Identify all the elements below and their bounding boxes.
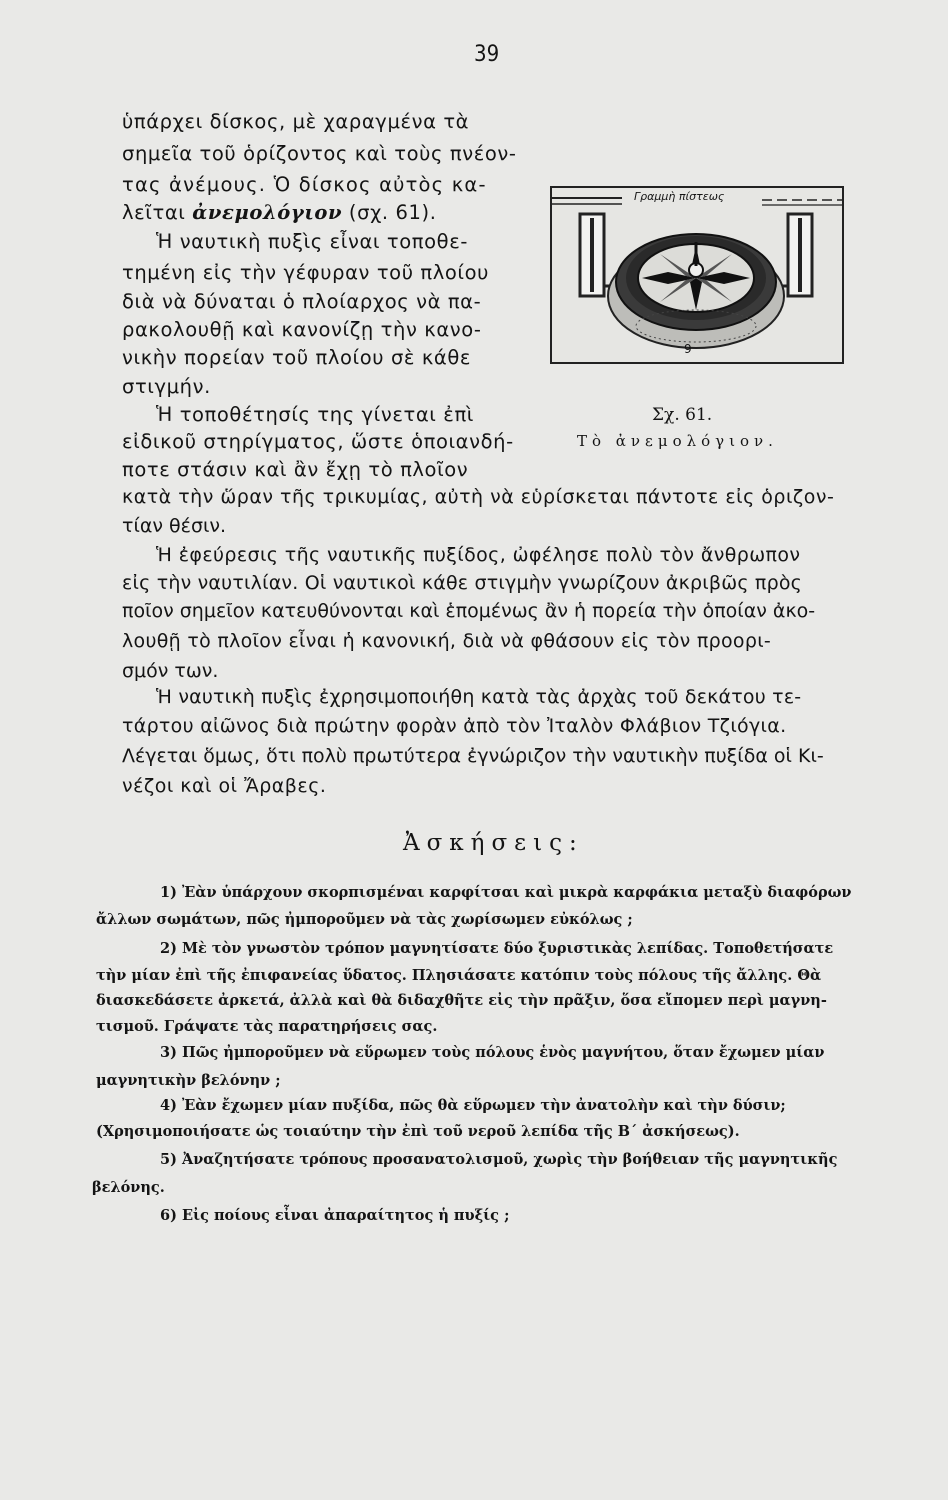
text-line: στιγμήν. [122,375,211,398]
compass-illustration [550,186,844,366]
text-line-with-term [122,203,437,223]
text-fragment: λεῖται [122,201,186,224]
exercise-line: (Χρησιμοποιήσατε ὡς τοιαύτην τὴν ἐπὶ τοῦ νεροῦ λεπίδα τῆς Β΄ ἀσκήσεως). [96,1123,740,1140]
text-line: λουθῇ τὸ πλοῖον εἶναι ἡ κανονική, διὰ νὰ φθάσουν εἰς τὸν προορι- [122,630,772,652]
exercise-line: τισμοῦ. Γράψατε τὰς παρατηρήσεις σας. [96,1018,438,1035]
text-line: τίαν θέσιν. [122,515,227,537]
text-line: σμόν των. [122,660,219,682]
text-line: Ἡ τοποθέτησίς της γίνεται ἐπὶ [156,403,474,426]
exercise-line: διασκεδάσετε ἀρκετά, ἀλλὰ καὶ θὰ διδαχθῆτε εἰς τὴν πρᾶξιν, ὅσα εἴπομεν περὶ μαγνη- [96,992,827,1009]
exercise-line: τὴν μίαν ἐπὶ τῆς ἐπιφανείας ὕδατος. Πλησιάσατε κατόπιν τοὺς πόλους τῆς ἄλλης. Θὰ [96,967,822,984]
text-line: ὑπάρχει δίσκος, μὲ χαραγμένα τὰ [122,110,470,133]
text-line: ρακολουθῇ καὶ κανονίζῃ τὴν κανο- [122,318,482,341]
text-line: Ἡ ἐφεύρεσις τῆς ναυτικῆς πυξίδος, ὠφέλησε πολὺ τὸν ἄνθρωπον [156,544,801,566]
text-line: εἰδικοῦ στηρίγματος, ὥστε ὁποιανδή- [122,430,514,453]
figure-caption: Τὸ ἀνεμολόγιον. [577,432,778,450]
section-title: Ἀσκήσεις: [403,830,584,856]
exercise-line: 1) Ἐὰν ὑπάρχουν σκορπισμέναι καρφίτσαι καὶ μικρὰ καρφάκια μεταξὺ διαφόρων [160,884,852,901]
exercise-line: 6) Εἰς ποίους εἶναι ἀπαραίτητος ἡ πυξίς ; [160,1207,510,1224]
exercise-line: 5) Ἀναζητήσατε τρόπους προσανατολισμοῦ, χωρὶς τὴν βοήθειαν τῆς μαγνητικῆς [160,1151,838,1168]
text-line: τημένη εἰς τὴν γέφυραν τοῦ πλοίου [122,261,489,284]
text-line: τας ἀνέμους. Ὁ δίσκος αὐτὸς κα- [122,173,487,196]
defined-term: ἀνεμολόγιον [192,201,343,224]
text-line: σημεῖα τοῦ ὁρίζοντος καὶ τοὺς πνέον- [122,142,517,165]
text-line: Λέγεται ὅμως, ὅτι πολὺ πρωτύτερα ἐγνώριζον τὴν ναυτικὴν πυξίδα οἱ Κι- [122,745,824,767]
text-line: τάρτου αἰῶνος διὰ πρώτην φορὰν ἀπὸ τὸν Ἰταλὸν Φλάβιον Τζιόγια. [122,715,787,737]
figure-number: Σχ. 61. [652,405,713,425]
text-line: νέζοι καὶ οἱ Ἄραβες. [122,775,327,797]
text-line: νικὴν πορείαν τοῦ πλοίου σὲ κάθε [122,346,472,369]
lubber-line-label: Γραμμὴ πίστεως [634,190,725,203]
page-number: 39 [474,42,500,67]
text-line: διὰ νὰ δύναται ὁ πλοίαρχος νὰ πα- [122,290,482,313]
figure-reference: (σχ. 61). [348,201,437,224]
exercise-line: βελόνης. [92,1179,165,1196]
exercise-line: 3) Πῶς ἠμποροῦμεν νὰ εὕρωμεν τοὺς πόλους ἑνὸς μαγνήτου, ὅταν ἔχωμεν μίαν [160,1044,825,1061]
exercise-line: ἄλλων σωμάτων, πῶς ἠμποροῦμεν νὰ τὰς χωρίσωμεν εὐκόλως ; [96,911,633,928]
exercise-line: 2) Μὲ τὸν γνωστὸν τρόπον μαγνητίσατε δύο ξυριστικὰς λεπίδας. Τοποθετήσατε [160,940,834,957]
text-line: Ἡ ναυτικὴ πυξὶς ἐχρησιμοποιήθη κατὰ τὰς ἀρχὰς τοῦ δεκάτου τε- [156,686,802,708]
text-line: Ἡ ναυτικὴ πυξὶς εἶναι τοποθε- [156,230,468,253]
compass-figure [550,186,844,366]
text-line: εἰς τὴν ναυτιλίαν. Οἱ ναυτικοὶ κάθε στιγμὴν γνωρίζουν ἀκριβῶς πρὸς [122,572,802,594]
text-line: κατὰ τὴν ὥραν τῆς τρικυμίας, αὐτὴ νὰ εὑρίσκεται πάντοτε εἰς ὁριζον- [122,486,835,508]
text-line: ποῖον σημεῖον κατευθύνονται καὶ ἑπομένως ἂν ἡ πορεία τὴν ὁποίαν ἀκο- [122,600,816,622]
exercise-line: 4) Ἐὰν ἔχωμεν μίαν πυξίδα, πῶς θὰ εὕρωμεν τὴν ἀνατολὴν καὶ τὴν δύσιν; [160,1097,786,1114]
exercise-line: μαγνητικὴν βελόνην ; [96,1072,281,1089]
text-line: ποτε στάσιν καὶ ἂν ἔχῃ τὸ πλοῖον [122,458,469,481]
dial-mark: 9 [684,342,692,356]
